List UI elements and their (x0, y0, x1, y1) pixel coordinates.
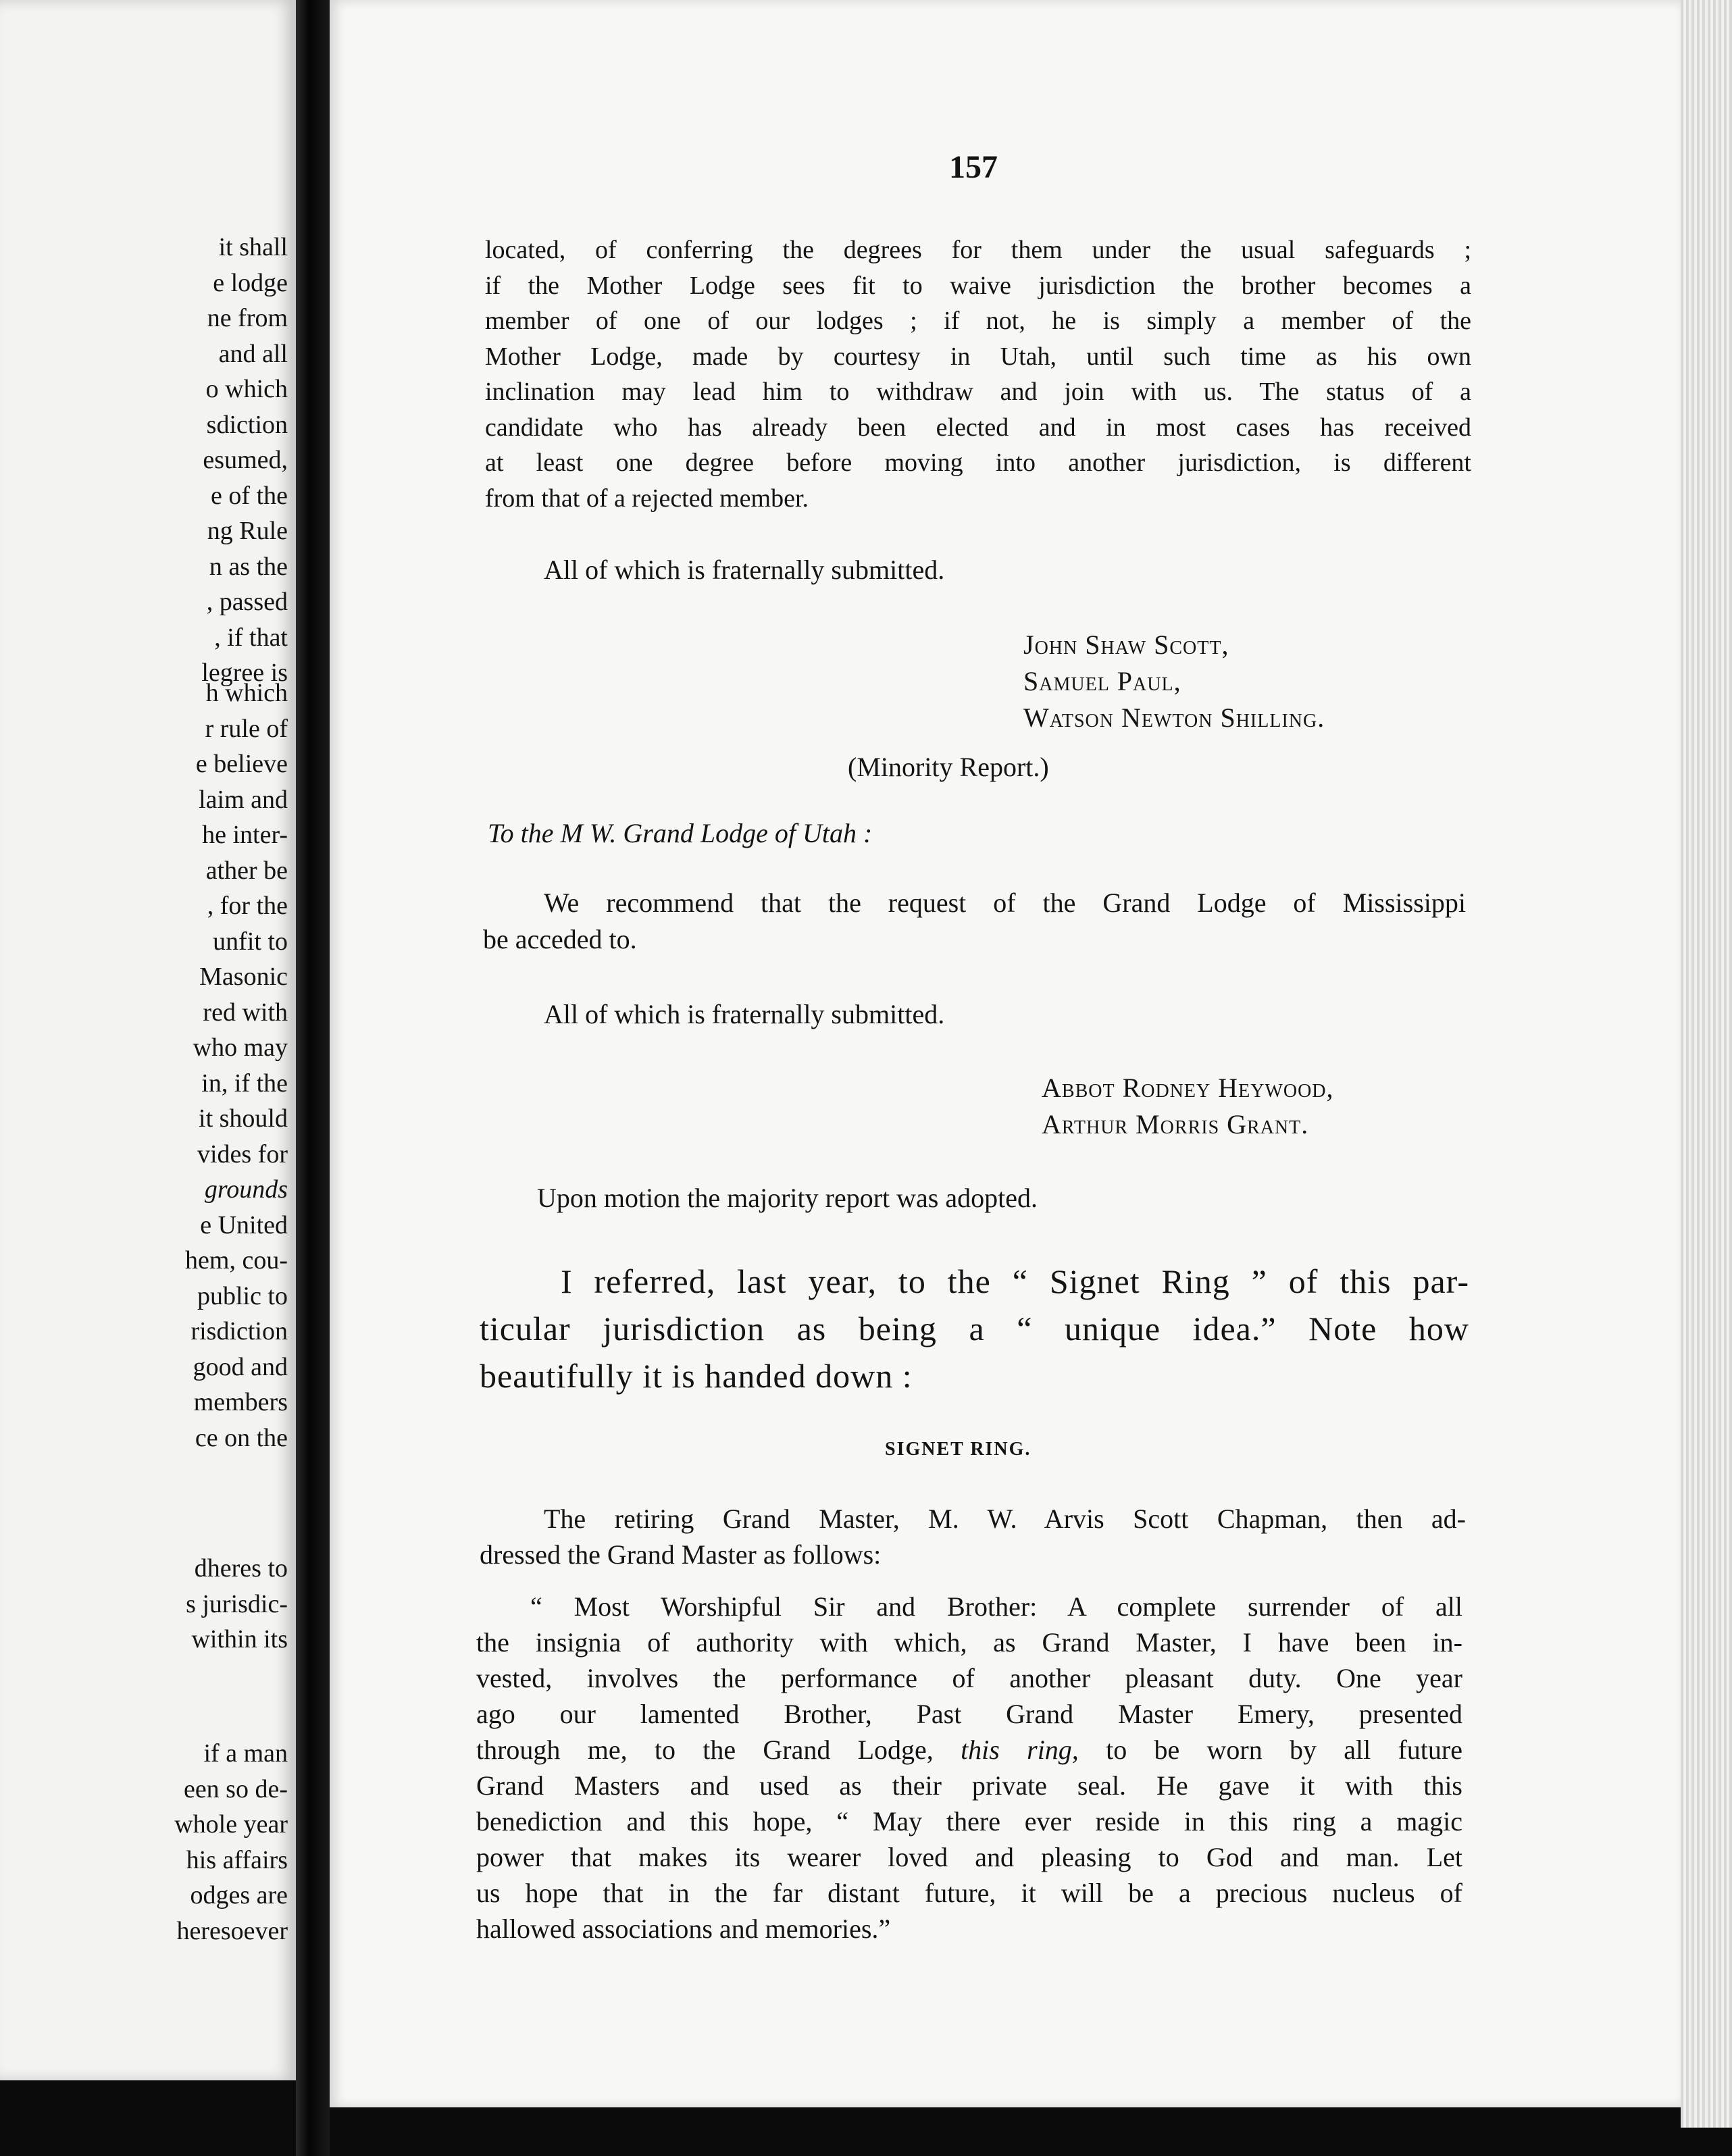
minority-report-body (483, 885, 1466, 958)
left-page-fragment: r rule of (205, 714, 288, 743)
left-page-fragment: e United (200, 1210, 288, 1239)
signatory: Abbot Rodney Heywood, (1042, 1073, 1334, 1103)
left-page-fragment: unfit to (213, 927, 288, 956)
signatory: Samuel Paul, (1023, 666, 1181, 696)
left-page-fragment: red with (203, 998, 288, 1027)
left-page-fragment: legree is (201, 659, 288, 687)
left-page-fragment: he inter- (202, 821, 288, 849)
left-page-fragment: ne from (207, 304, 288, 332)
left-page-fragment: h which (205, 679, 288, 707)
text-line: I referred, last year, to the “ Signet Ring ” of this par- (561, 1262, 1469, 1300)
text-line: from that of a rejected member. (485, 484, 809, 513)
text-line: if the Mother Lodge sees fit to waive jurisdiction the brother becomes a (485, 271, 1471, 300)
text-line: ago our lamented Brother, Past Grand Master Emery, presented (476, 1699, 1462, 1729)
text-line: benediction and this hope, “ May there ever reside in this ring a magic (476, 1806, 1462, 1837)
text-line: power that makes its wearer loved and pleasing to God and man. Let (476, 1842, 1462, 1872)
text-line: located, of conferring the degrees for them under the usual safeguards ; (485, 236, 1471, 264)
left-page-fragment: his affairs (186, 1845, 288, 1874)
left-page-fragment: hem, cou- (185, 1246, 288, 1275)
text-segment: through me, to the Grand Lodge, (476, 1735, 961, 1765)
motion-text: Upon motion the majority report was adopted. (537, 1183, 1038, 1213)
left-page-fragment: e of the (211, 481, 288, 510)
minority-closing: All of which is fraternally submitted. (544, 999, 945, 1029)
text-line: dressed the Grand Master as follows: (480, 1539, 882, 1570)
commentary (480, 1258, 1469, 1400)
minority-report-addressee: To the M W. Grand Lodge of Utah : (488, 818, 873, 848)
text-line: We recommend that the request of the Grand Lodge of Mississippi (544, 888, 1466, 918)
text-line: inclination may lead him to withdraw and join with us. The status of a (485, 378, 1471, 406)
text-line-with-italic (476, 1732, 1462, 1768)
left-page-fragment: ng Rule (207, 517, 288, 545)
left-page-fragment: odges are (190, 1881, 288, 1909)
left-page-fragment: heresoever (176, 1916, 288, 1945)
majority-report-body (485, 232, 1471, 516)
majority-closing: All of which is fraternally submitted. (544, 555, 945, 585)
left-page-fragment: o which (205, 375, 288, 403)
left-page-fragment: n as the (209, 552, 288, 581)
left-facing-page (0, 0, 296, 2080)
italic-phrase: this ring, (961, 1735, 1079, 1765)
signet-intro (480, 1501, 1466, 1572)
left-page-fragment: members (193, 1388, 288, 1416)
text-line: Grand Masters and used as their private seal. He gave it with this (476, 1770, 1462, 1801)
left-page-fragment: een so de- (183, 1774, 288, 1803)
page-edges (1681, 0, 1732, 2128)
text-line: member of one of our lodges ; if not, he is simply a member of the (485, 307, 1471, 335)
text-line: the insignia of authority with which, as Grand Master, I have been in- (476, 1627, 1462, 1658)
left-page-fragment: and all (218, 339, 288, 368)
left-page-fragment: grounds (204, 1175, 288, 1204)
text-line: at least one degree before moving into another jurisdiction, is different (485, 448, 1471, 477)
signatory: Watson Newton Shilling. (1023, 702, 1325, 733)
page-number: 157 (949, 149, 998, 185)
grand-master-address (476, 1589, 1462, 1947)
text-segment: to be worn by all future (1078, 1735, 1462, 1765)
left-page-fragment: if a man (203, 1739, 288, 1768)
minority-report-title: (Minority Report.) (848, 752, 1049, 782)
left-page-fragment: laim and (199, 785, 288, 814)
left-page-fragment: s jurisdic- (186, 1589, 288, 1618)
section-heading: SIGNET RING. (885, 1439, 1031, 1460)
left-page-fragment: it shall (218, 233, 288, 261)
signatory: Arthur Morris Grant. (1042, 1109, 1309, 1139)
left-page-fragment: esumed, (203, 446, 288, 474)
left-page-fragment: e believe (195, 750, 288, 778)
left-page-fragment: whole year (174, 1810, 288, 1839)
left-page-fragment: dheres to (194, 1554, 288, 1583)
text-line: be acceded to. (483, 924, 637, 954)
text-line: candidate who has already been elected and in most cases has received (485, 413, 1471, 442)
left-page-fragment: Masonic (199, 962, 288, 991)
left-page-fragment: , passed (206, 588, 288, 616)
left-page-fragment: , if that (214, 623, 288, 652)
book-gutter (296, 0, 330, 2156)
text-line: ticular jurisdiction as being a “ unique idea.” Note how (480, 1310, 1469, 1348)
left-page-fragment: good and (193, 1352, 288, 1381)
text-line: us hope that in the far distant future, it will be a precious nucleus of (476, 1878, 1462, 1908)
text-line: beautifully it is handed down : (480, 1357, 913, 1395)
text-line: “ Most Worshipful Sir and Brother: A complete surrender of all (530, 1591, 1462, 1622)
left-page-fragment: it should (199, 1104, 288, 1133)
left-page-fragment: in, if the (201, 1069, 288, 1098)
text-line: hallowed associations and memories.” (476, 1914, 891, 1944)
left-page-fragment: vides for (197, 1139, 288, 1169)
left-page-fragment: sdiction (206, 410, 288, 439)
left-page-fragment: ce on the (195, 1423, 288, 1452)
signatory: John Shaw Scott, (1023, 630, 1229, 660)
text-line: vested, involves the performance of another pleasant duty. One year (476, 1663, 1462, 1693)
left-page-fragment: within its (191, 1625, 288, 1653)
text-line: The retiring Grand Master, M. W. Arvis Scott Chapman, then ad- (544, 1504, 1466, 1534)
left-page-fragment: public to (197, 1281, 288, 1310)
left-page-fragment: e lodge (213, 268, 288, 297)
text-line: Mother Lodge, made by courtesy in Utah, until such time as his own (485, 342, 1471, 371)
left-page-fragment: ather be (205, 856, 288, 885)
left-page-fragment: risdiction (190, 1317, 288, 1345)
left-page-fragment: who may (193, 1033, 288, 1062)
left-page-fragment: , for the (207, 892, 288, 920)
